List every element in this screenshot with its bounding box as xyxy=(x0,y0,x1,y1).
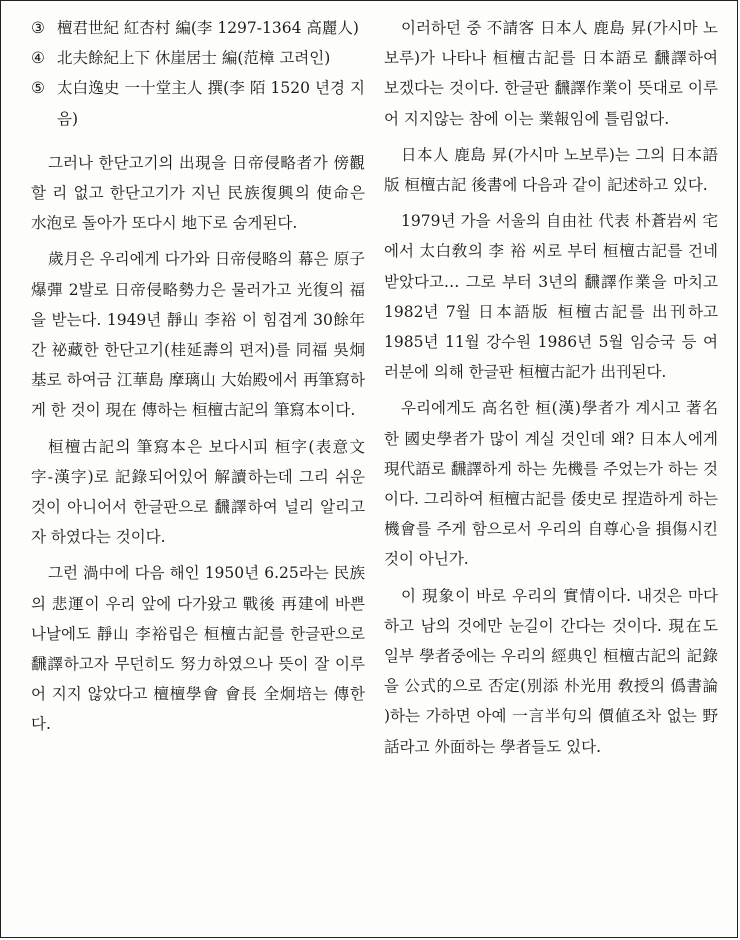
list-item-text: 太白逸史 一十堂主人 撰(李 陌 1520 년경 지음) xyxy=(57,79,365,128)
paragraph: 歲月은 우리에게 다가와 日帝侵略의 幕은 原子爆彈 2발로 日帝侵略勢力은 물러가고 光復의 福을 받는다. 1949년 靜山 李裕 이 힘겹게 30餘年간 祕藏한 한단고기(桂延壽의 편저)를 同福 吳炯基로 하여금 江華島 摩璃山 大始殿에서 再筆寫하게 한 것이 現在 傳하는 桓檀古記의 筆寫本이다. xyxy=(31,250,365,420)
list-item xyxy=(31,13,365,43)
paragraph: 日本人 鹿島 昇(가시마 노보루)는 그의 日本語版 桓檀古記 後書에 다음과 같이 記述하고 있다. xyxy=(384,145,718,195)
list-number: ③ xyxy=(31,19,45,37)
paragraph: 우리에게도 高名한 桓(漢)學者가 계시고 著名한 國史學者가 많이 계실 것인데 왜? 日本人에게 現代語로 飜譯하게 하는 先機를 주었는가 하는 것이다. 그리하여 桓檀古記를 倭史로 捏造하게 하는 機會를 주게 함으로서 우리의 自尊心을 損傷시킨 것이 아닌가. xyxy=(384,399,718,569)
left-column xyxy=(31,13,365,746)
paragraph: 그런 渦中에 다음 해인 1950년 6.25라는 民族의 悲運이 우리 앞에 다가왔고 戰後 再建에 바쁜 나날에도 靜山 李裕립은 桓檀古記를 한글판으로 飜譯하고자 무던히도 努力하였으나 뜻이 잘 이루어 지지 않았다고 檀檀學會 會長 全炯培는 傳한다. xyxy=(31,564,365,734)
list-number: ⑤ xyxy=(31,79,45,98)
list-number: ④ xyxy=(31,49,45,68)
right-column xyxy=(384,13,718,768)
paragraph: 1979년 가을 서울의 自由社 代表 朴蒼岩씨 宅에서 太白敎의 李 裕 씨로 부터 桓檀古記를 건네 받았다고… 그로 부터 3년의 飜譯作業을 마치고 1982년 7월 日本語版 桓檀古記를 出刊하고 1985년 11월 강수원 1986년 5월 임승국 등 여러분에 의해 한글판 桓檀古記가 出刊된다. xyxy=(384,212,718,382)
list-item-text: 檀君世紀 紅杏村 編(李 1297-1364 高麗人) xyxy=(57,19,359,37)
list-item xyxy=(31,73,365,133)
paragraph: 桓檀古記의 筆寫本은 보다시피 桓字(表意文字-漢字)로 記錄되어있어 解讀하는데 그리 쉬운 것이 아니어서 한글판으로 飜譯하여 널리 알리고자 하였다는 것이다. xyxy=(31,437,365,547)
paragraph: 그러나 한단고기의 出現을 日帝侵略者가 傍觀할 리 없고 한단고기가 지닌 民族復興의 使命은 水泡로 돌아가 또다시 地下로 숨게된다. xyxy=(31,153,365,233)
list-item xyxy=(31,43,365,73)
source-list xyxy=(31,13,365,134)
list-item-text: 北夫餘紀上下 休崖居士 編(范樟 고려인) xyxy=(57,49,331,68)
paragraph: 이러하던 중 不請客 日本人 鹿島 昇(가시마 노보루)가 나타나 桓檀古記를 日本語로 飜譯하여 보겠다는 것이다. 한글판 飜譯作業이 뜻대로 이루어 지지않는 참에 이는 業報임에 틀림없다. xyxy=(384,19,718,128)
paragraph: 이 現象이 바로 우리의 實情이다. 내것은 마다하고 남의 것에만 눈길이 간다는 것이다. 現在도 일부 學者중에는 우리의 經典인 桓檀古記의 記錄을 公式的으로 否定(別添 朴光用 敎授의 僞書論 )하는 가하면 아예 一言半句의 價値조차 없는 野話라고 外面하는 學者들도 있다. xyxy=(384,586,718,756)
